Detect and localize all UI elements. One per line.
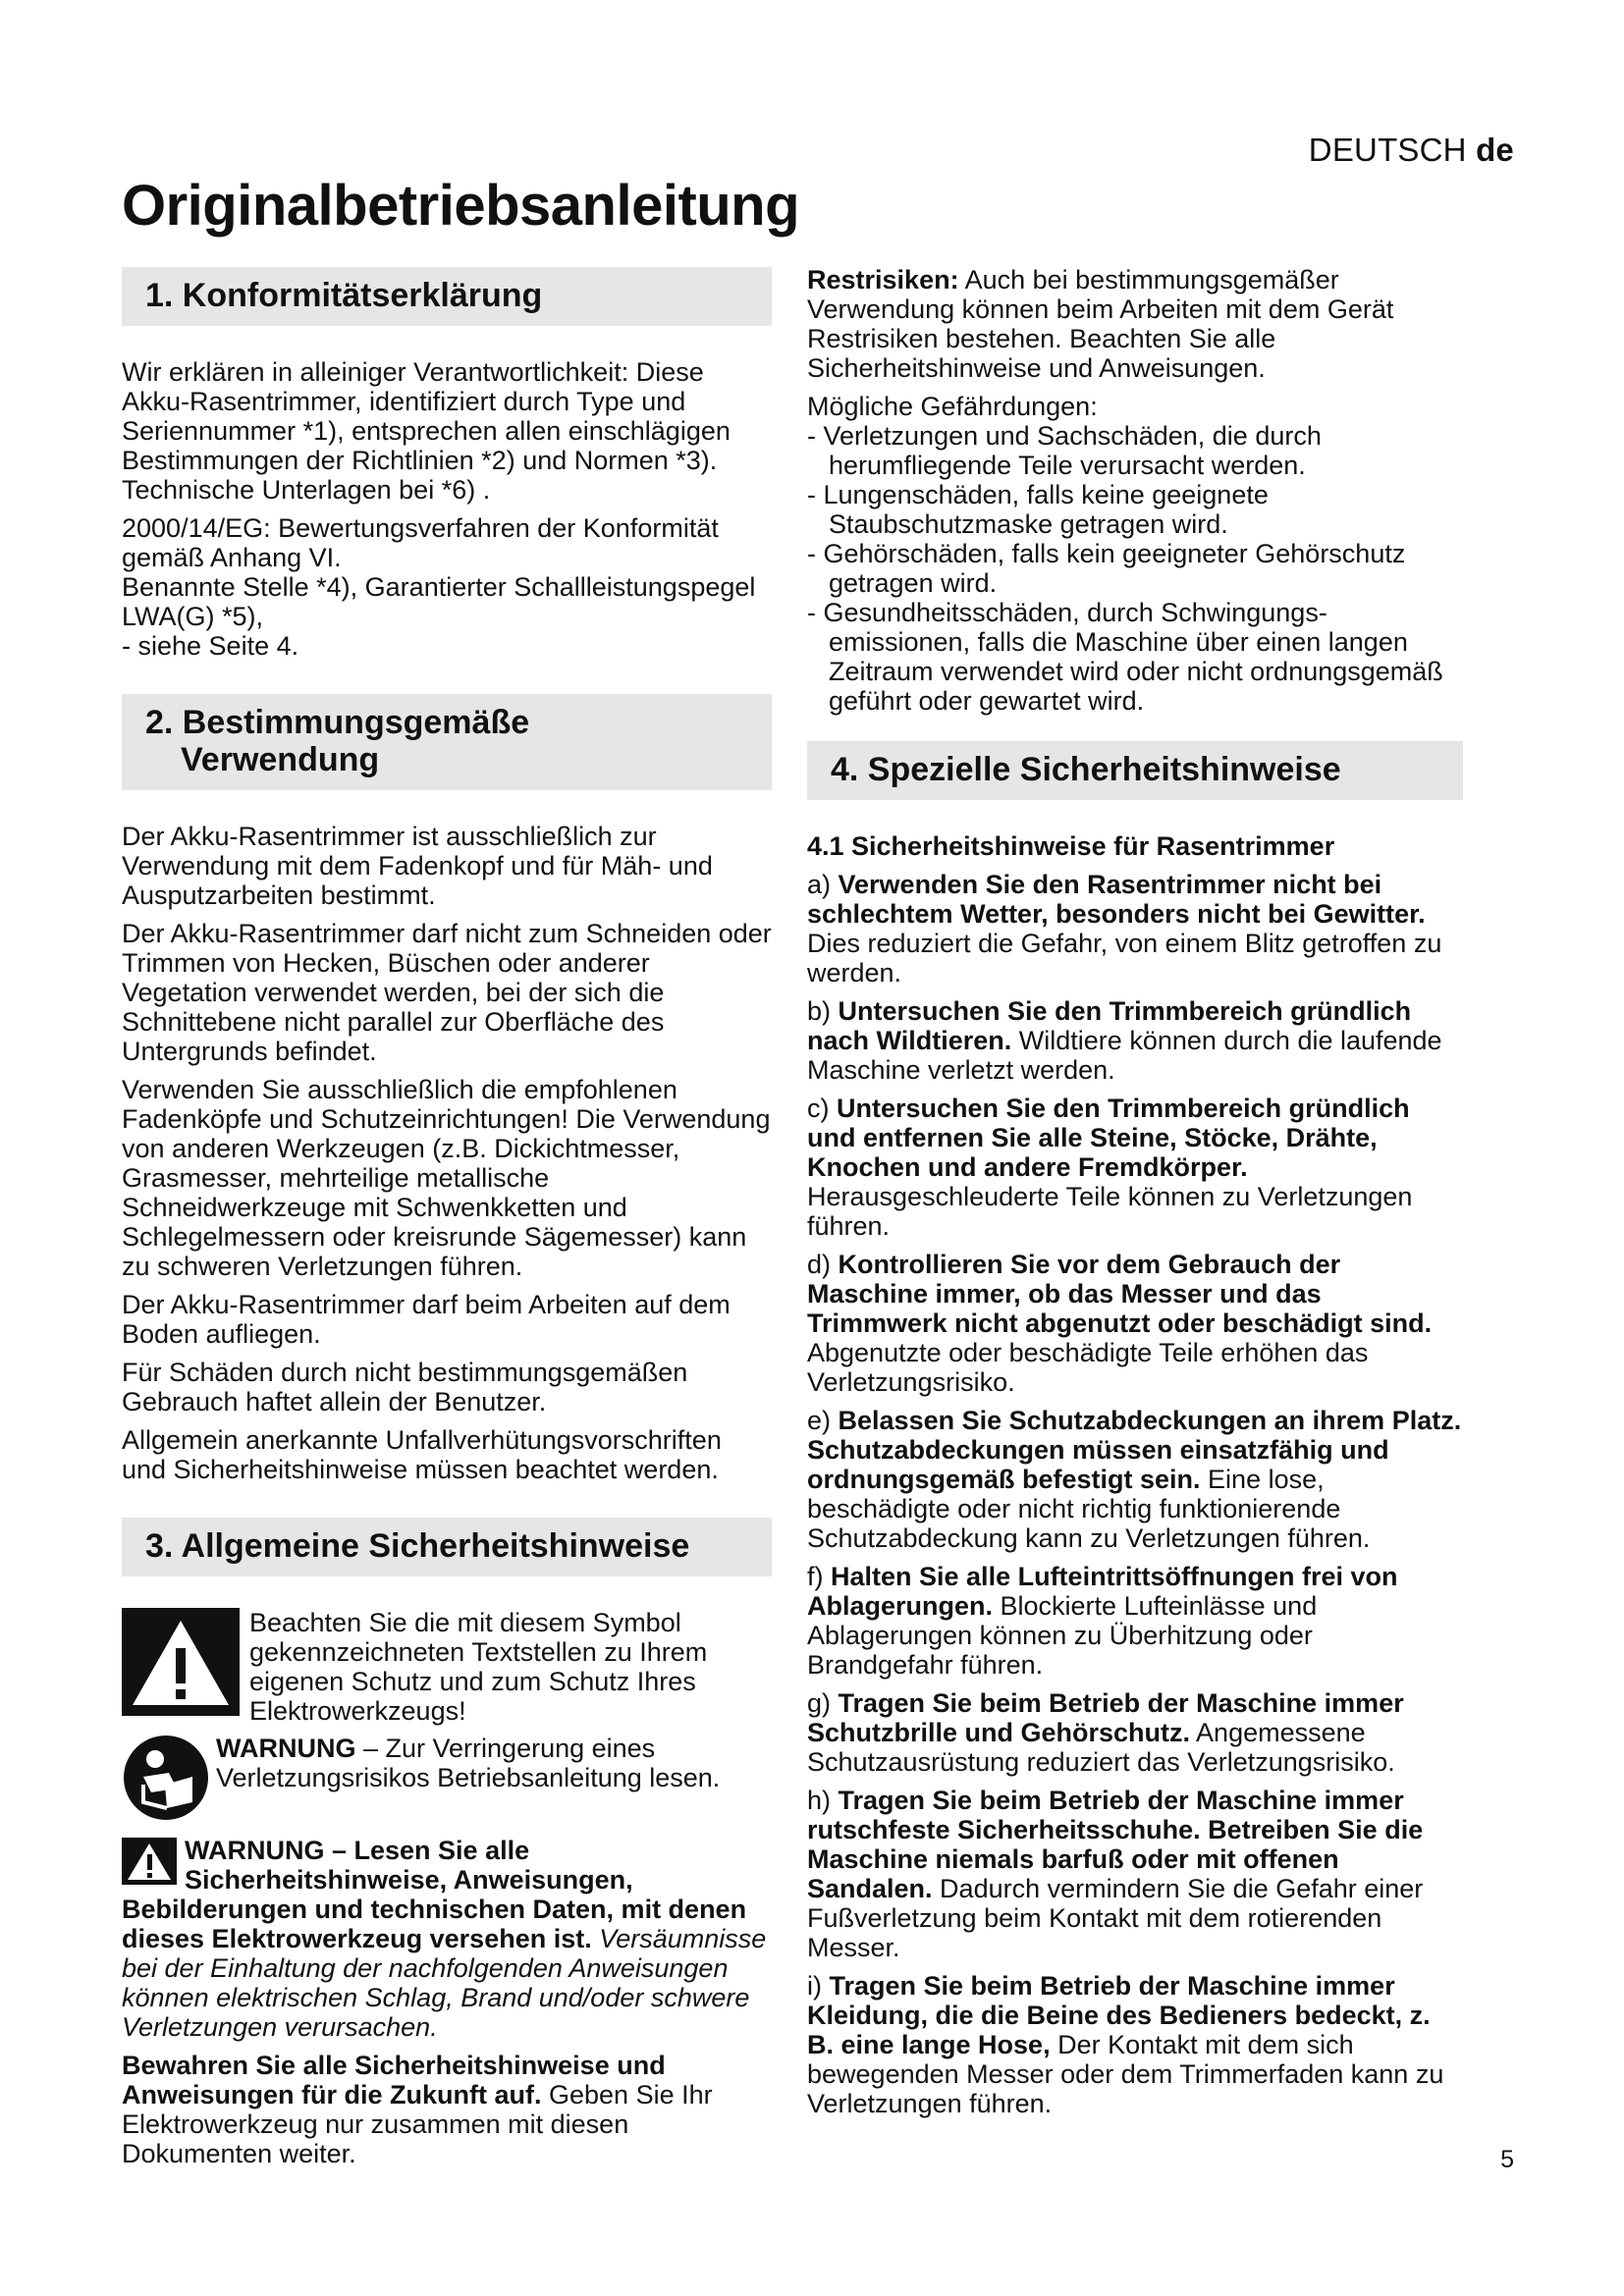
language-label [1309,132,1514,169]
section-3-heading: 3. Allgemeine Sicherheitshinweise [122,1518,772,1576]
s1-paragraph-2 [122,513,772,661]
hazard-item: - Lungenschäden, falls keine geeignete Staubschutzmaske getragen wird. [807,480,1269,539]
item-bold: Tragen Sie beim Betrieb der Maschine immer rutschfeste Sicherheitsschuhe. Betreiben Sie die Maschine niemals barfuß oder mit offenen Sandalen. [807,1786,1424,1903]
item-bold: Tragen Sie beim Betrieb der Maschine immer Kleidung, die die Beine des Bedieners bedeckt, z. B. eine lange Hose, [807,1971,1431,2059]
safety-item-e [807,1406,1463,1553]
item-text: Blockierte Lufteinlässe und Ablagerungen können zu Überhitzung oder Brandgefahr führen. [807,1591,1318,1680]
item-letter: a) [807,870,839,899]
item-text: Eine lose, beschädigte oder nicht richtig funktionierende Schutzabdeckung kann zu Verletzungen führen. [807,1465,1371,1553]
read-manual-warning-label: WARNUNG [216,1734,356,1763]
s2-paragraph-1: Der Akku-Rasentrimmer ist ausschließlich zur Verwendung mit dem Fadenkopf und für Mäh- und Ausputzarbeiten bestimmt. [122,822,713,910]
read-manual-icon [122,1734,210,1822]
hazard-item: - Gesundheitsschäden, durch Schwingungs-emissionen, falls die Maschine über einen langen Zeitraum verwendet wird oder nicht ordnungsgemäß geführt oder gewartet wird. [807,598,1443,716]
hazard-list [807,421,1463,716]
possible-hazards-intro: Mögliche Gefährdungen: [807,392,1098,421]
safety-item-b [807,996,1463,1085]
keep-instructions-text: Geben Sie Ihr Elektrowerkzeug nur zusammen mit diesen Dokumenten weiter. [122,2080,713,2168]
item-text: Dies reduziert die Gefahr, von einem Blitz getroffen zu werden. [807,929,1442,988]
s2-paragraph-3: Verwenden Sie ausschließlich die empfohlenen Fadenköpfe und Schutzeinrichtungen! Die Verwendung von anderen Werkzeugen (z.B. Dickichtmesser, Grasmesser, mehrteilige metallische Schneidwerkzeuge mit Schwenkketten und Schlegelmessern oder kreisrunde Sägemesser) kann zu schweren Verletzungen führen. [122,1075,771,1281]
safety-item-c [807,1094,1463,1241]
safety-item-i [807,1971,1463,2118]
read-manual-note [122,1734,772,1822]
item-bold: Halten Sie alle Lufteintrittsöffnungen frei von Ablagerungen. [807,1562,1398,1621]
warning-bold-text: WARNUNG – Lesen Sie alle Sicherheitshinweise, Anweisungen, Bebilderungen und technischen Daten, mit denen dieses Elektrowerkzeug versehen ist. [122,1836,747,1953]
item-text: Abgenutzte oder beschädigte Teile erhöhen das Verletzungsrisiko. [807,1338,1369,1397]
safety-item-d [807,1250,1463,1397]
safety-item-h [807,1786,1463,1962]
s2-paragraph-6: Allgemein anerkannte Unfallverhütungsvorschriften und Sicherheitshinweise müssen beachtet werden. [122,1425,722,1484]
s2-heading-line-1: 2. Bestimmungsgemäße [145,704,530,741]
warning-triangle-icon [122,1608,240,1716]
safety-item-a [807,870,1463,988]
item-letter: d) [807,1250,839,1279]
s1-p2-line-b: Benannte Stelle *4), Garantierter Schallleistungspegel LWA(G) *5), [122,572,756,631]
safety-item-g [807,1688,1463,1777]
warning-symbol-text: Beachten Sie die mit diesem Symbol gekennzeichneten Textstellen zu Ihrem eigenen Schutz und zum Schutz Ihres Elektrowerkzeugs! [249,1608,708,1726]
item-bold: Untersuchen Sie den Trimmbereich gründlich nach Wildtieren. [807,996,1412,1055]
item-text: Herausgeschleuderte Teile können zu Verletzungen führen. [807,1182,1413,1241]
hazard-item: - Gehörschäden, falls kein geeigneter Gehörschutz getragen wird. [807,539,1406,598]
residual-risks-text: Auch bei bestimmungsgemäßer Verwendung können beim Arbeiten mit dem Gerät Restrisiken bestehen. Beachten Sie alle Sicherheitshinweise und Anweisungen. [807,265,1394,383]
item-letter: b) [807,996,839,1026]
s1-paragraph-1: Wir erklären in alleiniger Verantwortlichkeit: Diese Akku-Rasentrimmer, identifiziert durch Type und Seriennummer *1), entsprechen allen einschlägigen Bestimmungen der Richtlinien *2) und Normen *3). Technische Unterlagen bei *6) . [122,357,731,505]
subsection-4-1-title: 4.1 Sicherheitshinweise für Rasentrimmer [807,831,1335,861]
page-title: Originalbetriebsanleitung [122,174,800,238]
keep-instructions-paragraph [122,2051,772,2168]
read-manual-warning-text: – Zur Verringerung eines Verletzungsrisikos Betriebsanleitung lesen. [216,1734,721,1792]
item-letter: h) [807,1786,839,1815]
s2-paragraph-4: Der Akku-Rasentrimmer darf beim Arbeiten auf dem Boden aufliegen. [122,1290,731,1349]
item-letter: i) [807,1971,830,2001]
item-text: Wildtiere können durch die laufende Maschine verletzt werden. [807,1026,1442,1085]
safety-item-f [807,1562,1463,1680]
s1-p2-line-c: - siehe Seite 4. [122,631,299,661]
item-text: Der Kontakt mit dem sich bewegenden Messer oder dem Trimmerfaden kann zu Verletzungen führen. [807,2030,1444,2118]
residual-risks-label: Restrisiken: [807,265,959,294]
item-bold: Belassen Sie Schutzabdeckungen an ihrem Platz. Schutzabdeckungen müssen einsatzfähig und ordnungsgemäß befestigt sein. [807,1406,1462,1494]
s2-paragraph-2: Der Akku-Rasentrimmer darf nicht zum Schneiden oder Trimmen von Hecken, Büschen oder anderer Vegetation verwendet werden, bei der sich die Schnittebene nicht parallel zur Oberfläche des Untergrunds befindet. [122,919,772,1066]
item-letter: c) [807,1094,837,1123]
s1-p2-line-a: 2000/14/EG: Bewertungsverfahren der Konformität gemäß Anhang VI. [122,513,719,572]
item-letter: e) [807,1406,839,1435]
item-text: Dadurch vermindern Sie die Gefahr einer Fußverletzung beim Kontakt mit dem rotierenden Messer. [807,1874,1424,1962]
keep-instructions-bold: Bewahren Sie alle Sicherheitshinweise und Anweisungen für die Zukunft auf. [122,2051,666,2109]
item-bold: Untersuchen Sie den Trimmbereich gründlich und entfernen Sie alle Steine, Stöcke, Drähte, Knochen und andere Fremdkörper. [807,1094,1410,1182]
item-letter: f) [807,1562,831,1591]
item-bold: Kontrollieren Sie vor dem Gebrauch der Maschine immer, ob das Messer und das Trimmwerk nicht abgenutzt oder beschädigt sind. [807,1250,1433,1338]
small-warning-triangle-icon [122,1838,177,1885]
residual-risks-paragraph [807,265,1463,383]
read-manual-text [216,1734,772,1792]
warning-paragraph [122,1836,772,2042]
right-column [807,267,1463,2127]
s2-heading-line-2: Verwendung [181,741,380,778]
item-bold: Tragen Sie beim Betrieb der Maschine immer Schutzbrille und Gehörschutz. [807,1688,1404,1747]
section-4-heading: 4. Spezielle Sicherheitshinweise [807,741,1463,800]
item-bold: Verwenden Sie den Rasentrimmer nicht bei schlechtem Wetter, besonders nicht bei Gewitter. [807,870,1426,929]
section-2-heading [122,694,772,790]
section-1-heading: 1. Konformitätserklärung [122,267,772,326]
hazard-item: - Verletzungen und Sachschäden, die durch herumfliegende Teile verursacht werden. [807,421,1322,480]
language-code: de [1476,132,1514,168]
s2-paragraph-5: Für Schäden durch nicht bestimmungsgemäßen Gebrauch haftet allein der Benutzer. [122,1358,688,1416]
warning-symbol-note [122,1608,772,1726]
item-text: Angemessene Schutzausrüstung reduziert das Verletzungsrisiko. [807,1718,1395,1777]
page-number: 5 [1500,2146,1514,2173]
item-letter: g) [807,1688,839,1718]
left-column [122,267,772,2177]
language-word: DEUTSCH [1308,132,1467,168]
warning-italic-text: Versäumnisse bei der Einhaltung der nachfolgenden Anweisungen können elektrischen Schlag, Brand und/oder schwere Verletzungen verursachen. [122,1924,767,2042]
